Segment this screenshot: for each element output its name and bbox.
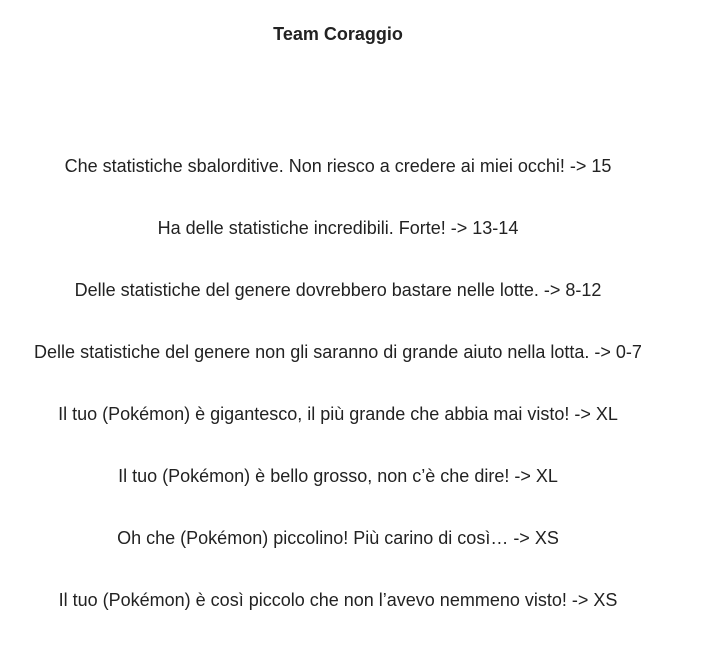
appraisal-line-size-xs-1: Oh che (Pokémon) piccolino! Più carino di così… -> XS	[117, 528, 559, 548]
appraisal-list	[0, 152, 676, 648]
appraisal-line-size-xs-2: Il tuo (Pokémon) è così piccolo che non l’avevo nemmeno visto! -> XS	[58, 590, 618, 610]
appraisal-line-perfect: Che statistiche sbalorditive. Non riesco a credere ai miei occhi! -> 15	[64, 156, 612, 176]
page-title: Team Coraggio	[273, 24, 403, 44]
appraisal-line-size-xl-1: Il tuo (Pokémon) è gigantesco, il più grande che abbia mai visto! -> XL	[58, 404, 618, 424]
appraisal-line-excellent: Ha delle statistiche incredibili. Forte! -> 13-14	[157, 218, 519, 238]
appraisal-line-good: Delle statistiche del genere dovrebbero bastare nelle lotte. -> 8-12	[74, 280, 602, 300]
appraisal-line-size-xl-2: Il tuo (Pokémon) è bello grosso, non c’è che dire! -> XL	[118, 466, 558, 486]
appraisal-line-poor: Delle statistiche del genere non gli saranno di grande aiuto nella lotta. -> 0-7	[34, 342, 642, 362]
